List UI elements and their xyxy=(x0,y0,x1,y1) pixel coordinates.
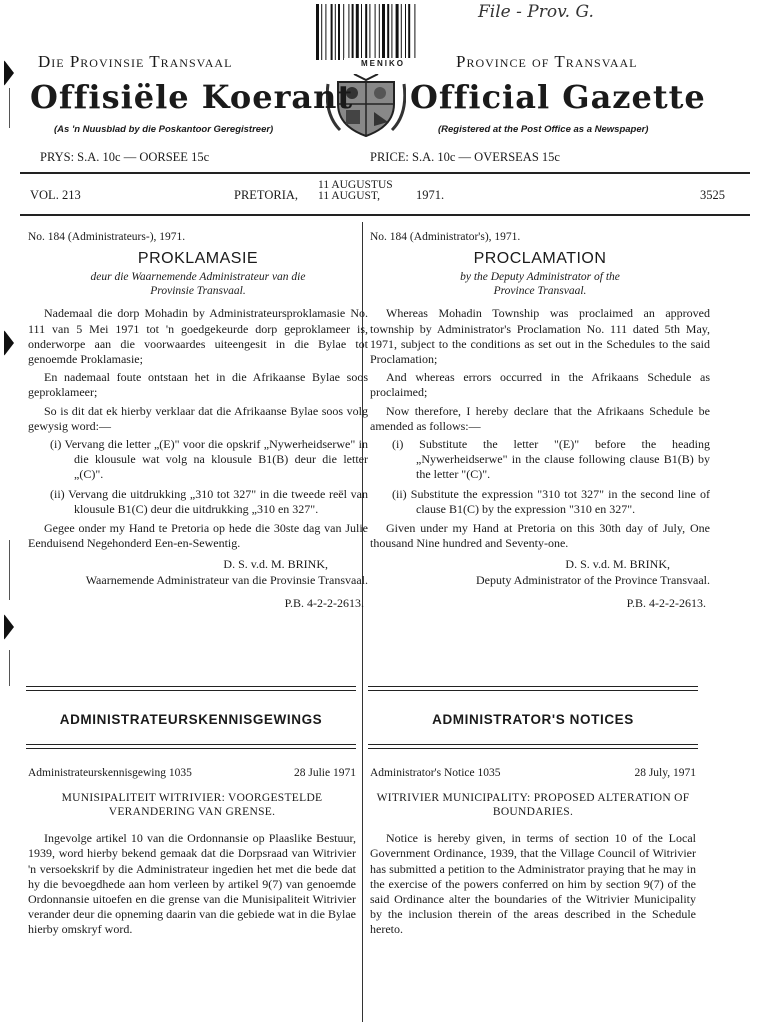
margin-marker xyxy=(4,330,14,356)
barcode-bar xyxy=(405,4,406,60)
barcode-bar xyxy=(352,4,354,60)
margin-tick xyxy=(9,540,10,600)
section-rule xyxy=(368,744,698,749)
afrikaans-notices-heading: ADMINISTRATEURSKENNISGEWINGS xyxy=(59,712,323,727)
afrikaans-price: PRYS: S.A. 10c — OORSEE 15c xyxy=(40,150,210,164)
paragraph: Given under my Hand at Pretoria on this 30th day of July, One thousand Nine hundred and Seventy-one. xyxy=(370,521,710,551)
margin-marker xyxy=(4,614,14,640)
signatory-title: Waarnemende Administrateur van die Provinsie Transvaal. xyxy=(85,572,368,587)
barcode-bar xyxy=(379,4,380,60)
issue-date-english: 11 AUGUST, xyxy=(318,190,380,202)
handwritten-note: File - Prov. G. xyxy=(478,2,594,22)
byline-line: deur die Waarnemende Administrateur van die xyxy=(90,271,306,284)
byline-line: Provinsie Transvaal. xyxy=(150,285,246,298)
english-notice xyxy=(370,766,696,941)
paragraph: Gegee onder my Hand te Pretoria op hede die 30ste dag van Julie Eenduisend Negehonderd Een-en-Sewentig. xyxy=(28,521,368,551)
english-registration-note: (Registered at the Post Office as a Newspaper) xyxy=(438,124,649,135)
issue-line-rule xyxy=(20,214,750,216)
amendment-item: (i) Substitute the letter "(E)" before the heading „Nywerheidserwe" in the clause following clause B1(B) by the letter "(C)". xyxy=(392,437,710,482)
notice-header xyxy=(370,766,696,781)
barcode-bar xyxy=(401,4,402,60)
paragraph: En nademaal foute ontstaan het in die Afrikaanse Bylae soos geproklameer; xyxy=(28,370,368,400)
byline-line: Province Transvaal. xyxy=(493,285,587,298)
notice-header xyxy=(28,766,356,781)
english-proclamation xyxy=(370,230,710,611)
barcode xyxy=(314,4,452,70)
english-gazette-title: Official Gazette xyxy=(410,78,706,116)
signatory-name: D. S. v.d. M. BRINK, xyxy=(565,557,670,572)
volume-number: VOL. 213 xyxy=(30,188,81,202)
afrikaans-gazette-title: Offisiële Koerant xyxy=(30,78,354,116)
place-of-issue: PRETORIA, xyxy=(234,188,299,202)
paragraph: Whereas Mohadin Township was proclaimed an approved township by Administrator's Proclamation No. 111 dated 5th May, 1971, subject to the conditions as set out in the Schedules to the said Proclamation; xyxy=(370,306,710,367)
margin-tick xyxy=(9,88,10,128)
notice-number: Administrator's Notice 1035 xyxy=(370,767,501,779)
notice-body: Notice is hereby given, in terms of section 10 of the Local Government Ordinance, 1939, that the Village Council of Witrivier has submitted a petition to the Administrator praying that he may in the exercise of the powers conferred on him by section 9(7) of the said Ordinance alter the boundaries of the Witrivier Municipality by the inclusion therein of the areas described in the Schedule hereto. xyxy=(370,831,696,937)
notice-date: 28 July, 1971 xyxy=(634,767,696,779)
afrikaans-proclamation xyxy=(28,230,368,611)
proclamation-title: PROCLAMATION xyxy=(473,250,607,268)
notice-number: Administrateurskennisgewing 1035 xyxy=(28,767,192,779)
barcode-bar xyxy=(335,4,336,60)
afrikaans-notice xyxy=(28,766,356,941)
proclamation-number: No. 184 (Administrateurs-), 1971. xyxy=(28,231,186,243)
notice-title: MUNISIPALITEIT WITRIVIER: VOORGESTELDE VERANDERING VAN GRENSE. xyxy=(61,792,323,819)
barcode-bar xyxy=(382,4,385,60)
margin-tick xyxy=(9,650,10,686)
proclamation-title: PROKLAMASIE xyxy=(137,250,259,268)
section-rule xyxy=(368,686,698,691)
barcode-bar xyxy=(396,4,399,60)
issue-number: 3525 xyxy=(700,188,725,202)
issue-date-afrikaans: 11 AUGUSTUS xyxy=(318,179,393,191)
paragraph: And whereas errors occurred in the Afrikaans Schedule as proclaimed; xyxy=(370,370,710,400)
signatory-name: D. S. v.d. M. BRINK, xyxy=(223,557,328,572)
barcode-bar xyxy=(338,4,340,60)
afrikaans-registration-note: (As 'n Nuusblad by die Poskantoor Geregistreer) xyxy=(54,124,274,135)
proclamation-byline xyxy=(28,270,368,298)
proclamation-byline xyxy=(370,270,710,298)
barcode-bar xyxy=(375,4,376,60)
barcode-bar xyxy=(414,4,415,60)
file-reference: P.B. 4-2-2-2613. xyxy=(284,595,364,610)
file-reference: P.B. 4-2-2-2613. xyxy=(626,595,706,610)
notice-body: Ingevolge artikel 10 van die Ordonnansie op Plaaslike Bestuur, 1939, word hierby bekend gemaak dat die Dorpsraad van Witrivier 'n versoekskrif by die Administrateur ingedien het met die bede dat hy die bevoegdhede aan hom verleen by artikel 9(7) van genoemde Ordonnansie uitoefen en die grense van die Munisipaliteit Witrivier verander deur die opneming daarin van die gebiede wat in die Bylae hierby omskryf word. xyxy=(28,831,356,937)
paragraph: Now therefore, I hereby declare that the Afrikaans Schedule be amended as follows:— xyxy=(370,403,710,433)
section-rule xyxy=(26,744,356,749)
amendment-item: (i) Vervang die letter „(E)" voor die opskrif „Nywerheidserwe" in die klousule wat volg na klousule B1(B) deur die letter „(C)". xyxy=(50,437,368,482)
margin-marker xyxy=(4,60,14,86)
barcode-bar xyxy=(369,4,370,60)
issue-year: 1971. xyxy=(416,188,445,202)
notice-title: WITRIVIER MUNICIPALITY: PROPOSED ALTERATION OF BOUNDARIES. xyxy=(376,792,690,819)
byline-line: by the Deputy Administrator of the xyxy=(460,271,620,284)
paragraph: So is dit dat ek hierby verklaar dat die Afrikaanse Bylae soos volg gewysig word:— xyxy=(28,403,368,433)
amendment-item: (ii) Substitute the expression "310 tot 327" in the second line of clause B1(C) by the expression "310 en 327". xyxy=(392,486,710,516)
english-price: PRICE: S.A. 10c — OVERSEAS 15c xyxy=(370,150,560,164)
barcode-bar xyxy=(356,4,359,60)
english-province-line: Province of Transvaal xyxy=(456,52,638,71)
paragraph: Nademaal die dorp Mohadin by Administrateursproklamasie No. 111 van 5 Mei 1971 tot 'n goedgekeurde dorp geproklameer is, onderworpe aan die voorwaardes uiteengesit in die Bylae tot genoemde Proklamasie; xyxy=(28,306,368,367)
barcode-bar xyxy=(361,4,362,60)
barcode-bar xyxy=(391,4,392,60)
english-notices-heading: ADMINISTRATOR'S NOTICES xyxy=(432,712,634,727)
section-rule xyxy=(26,686,356,691)
barcode-bar xyxy=(387,4,389,60)
barcode-bar xyxy=(365,4,367,60)
barcode-bar xyxy=(343,4,344,60)
barcode-label: MENIKO xyxy=(344,58,422,70)
issue-date xyxy=(318,180,393,202)
barcode-bar xyxy=(348,4,349,60)
barcode-bar xyxy=(408,4,410,60)
signatory-title: Deputy Administrator of the Province Transvaal. xyxy=(476,572,710,587)
afrikaans-province-line: Die Provinsie Transvaal xyxy=(38,52,233,71)
proclamation-number: No. 184 (Administrator's), 1971. xyxy=(370,231,521,243)
notice-date: 28 Julie 1971 xyxy=(294,767,356,779)
amendment-item: (ii) Vervang die uitdrukking „310 tot 327" in die tweede reël van klousule B1(C) deur die uitdrukking „310 en 327". xyxy=(50,486,368,516)
barcode-bar xyxy=(331,4,333,60)
header-rule xyxy=(20,172,750,174)
